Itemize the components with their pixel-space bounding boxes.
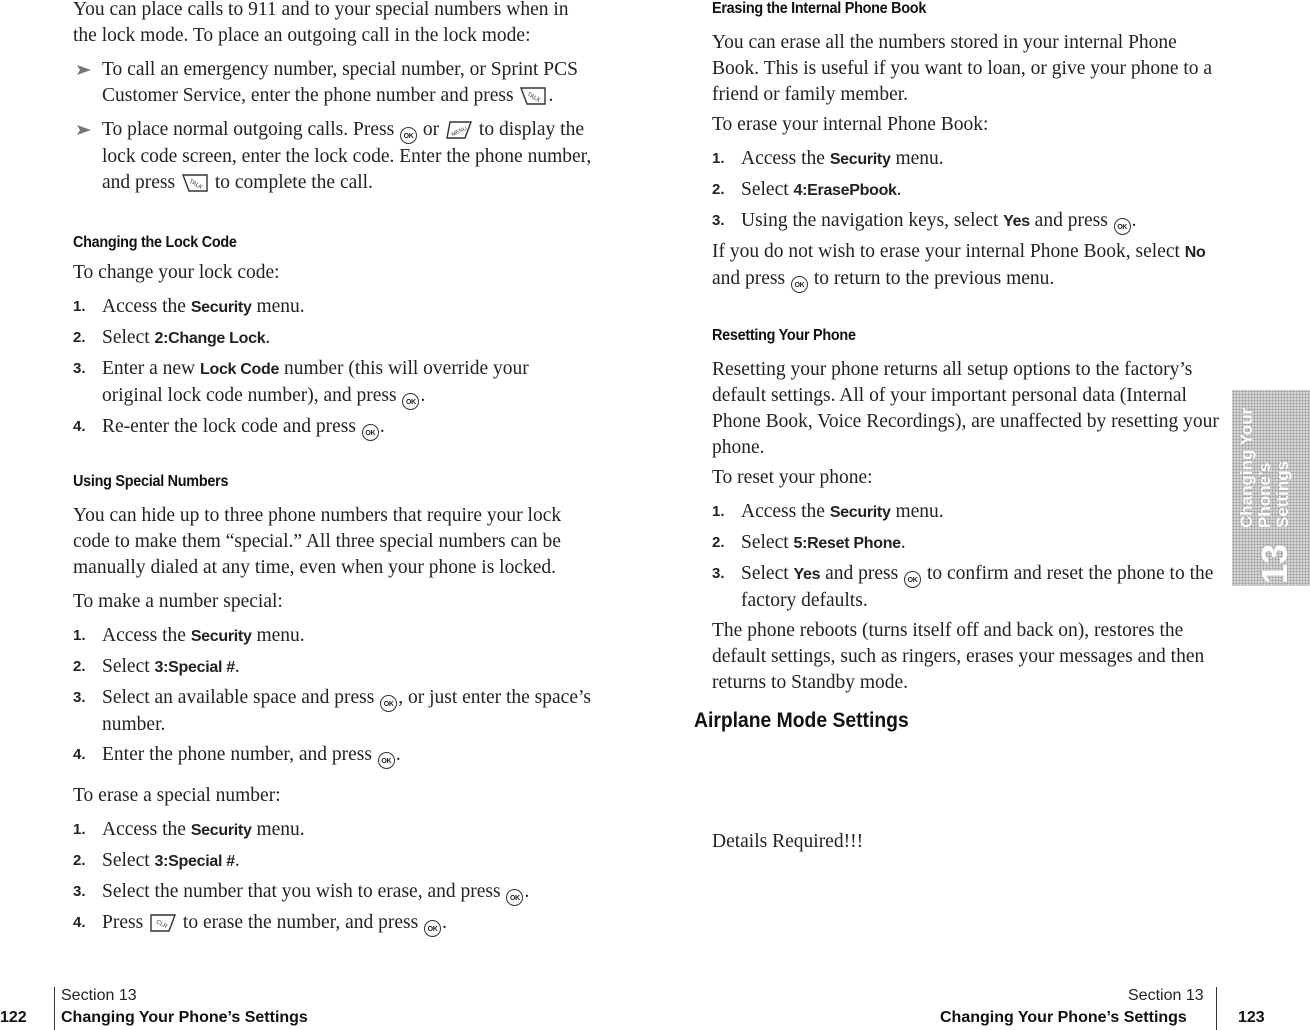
- talk-key-icon: [518, 85, 548, 107]
- bullet-emergency: To call an emergency number, special number, or Sprint PCS Customer Service, enter the phone number and press TALK .: [73, 57, 593, 109]
- erase-book-step-2: 2. Select 4:ErasePbook.: [712, 179, 902, 200]
- erase-book-para: You can erase all the numbers stored in your internal Phone Book. This is useful if you want to loan, or give your phone to a friend or family member.: [712, 32, 1213, 105]
- erase-book-note: If you do not wish to erase your internal Phone Book, select No and press OK to return to the previous menu.: [712, 239, 1222, 293]
- ok-key-icon: OK: [362, 424, 379, 441]
- make-special-step-4: 4. Enter the phone number, and press OK .: [73, 742, 593, 769]
- page-number-left: 122: [0, 1009, 27, 1026]
- change-lock-step-4: 4. Re-enter the lock code and press OK .: [73, 414, 593, 441]
- erase-special-step-1: 1. Access the Security menu.: [73, 819, 305, 840]
- svg-text:MENU: MENU: [450, 125, 469, 139]
- bullet-arrow-icon: [77, 65, 91, 75]
- page-number-right: 123: [1238, 1009, 1265, 1026]
- heading-airplane-mode: Airplane Mode Settings: [694, 709, 909, 732]
- footer-divider: [54, 987, 55, 1030]
- airplane-details: Details Required!!!: [712, 831, 864, 852]
- make-special-step-2: 2. Select 3:Special #.: [73, 656, 240, 677]
- heading-resetting-phone: Resetting Your Phone: [712, 327, 856, 344]
- section-tab-number: 13: [1254, 543, 1295, 584]
- reset-intro: To reset your phone:: [712, 467, 873, 488]
- reset-step-1: 1. Access the Security menu.: [712, 501, 944, 522]
- ok-key-icon: OK: [400, 127, 417, 144]
- reset-step-3: 3. Select Yes and press OK to confirm and reset the phone to the factory defaults.: [712, 563, 1214, 611]
- section-tab: [1232, 390, 1310, 586]
- change-lock-step-3: 3. Enter a new Lock Code number (this will override your original lock code number), and press OK .: [73, 356, 593, 410]
- svg-text:TALK: TALK: [526, 91, 542, 105]
- erase-special-step-3: 3. Select the number that you wish to erase, and press OK .: [73, 879, 593, 906]
- reset-para: Resetting your phone returns all setup options to the factory’s default settings. All of your important personal data (Internal Phone Book, Voice Recordings), are unaffected by resetting your phone.: [712, 359, 1219, 458]
- heading-using-special-numbers: Using Special Numbers: [73, 473, 229, 490]
- erase-special-step-2: 2. Select 3:Special #.: [73, 850, 240, 871]
- lock-mode-intro: You can place calls to 911 and to your special numbers when in the lock mode. To place an outgoing call in the lock mode:: [73, 0, 569, 46]
- heading-erasing-phone-book: Erasing the Internal Phone Book: [712, 0, 927, 17]
- svg-text:CLR: CLR: [154, 919, 169, 931]
- footer-divider: [1216, 987, 1217, 1030]
- reset-after: The phone reboots (turns itself off and back on), restores the default settings, such as ringers, erases your messages and then returns to Standby mode.: [712, 620, 1205, 693]
- bullet-arrow-icon: [77, 125, 91, 135]
- erase-special-intro: To erase a special number:: [73, 785, 281, 806]
- ok-key-icon: OK: [791, 276, 808, 293]
- ok-key-icon: OK: [424, 920, 441, 937]
- heading-changing-lock-code: Changing the Lock Code: [73, 234, 237, 251]
- footer-title-left: Changing Your Phone’s Settings: [61, 1009, 308, 1026]
- erase-special-step-4: 4. Press CLR to erase the number, and press OK .: [73, 910, 593, 937]
- make-special-intro: To make a number special:: [73, 591, 283, 612]
- bullet-normal-calls: To place normal outgoing calls. Press OK or MENU to display the lock code screen, enter the lock code. Enter the phone number, and press TALK to complete the call.: [73, 117, 593, 196]
- ok-key-icon: OK: [904, 571, 921, 588]
- make-special-step-3: 3. Select an available space and press OK , or just enter the space’s number.: [73, 687, 591, 735]
- change-lock-step-2: 2. Select 2:Change Lock.: [73, 327, 271, 348]
- footer-title-right: Changing Your Phone’s Settings: [940, 1009, 1187, 1026]
- footer-right: [930, 985, 1290, 1030]
- talk-key-icon: [180, 172, 210, 194]
- svg-text:TALK: TALK: [187, 178, 204, 192]
- special-numbers-para: You can hide up to three phone numbers that require your lock code to make them “special.” All three special numbers can be manually dialed at any time, even when your phone is locked.: [73, 505, 562, 578]
- ok-key-icon: OK: [378, 752, 395, 769]
- ok-key-icon: OK: [402, 393, 419, 410]
- change-lock-step-1: 1. Access the Security menu.: [73, 296, 305, 317]
- ok-key-icon: OK: [380, 695, 397, 712]
- section-tab-title: Changing Your Phone’s Settings: [1237, 407, 1292, 528]
- make-special-step-1: 1. Access the Security menu.: [73, 625, 305, 646]
- ok-key-icon: OK: [1114, 218, 1131, 235]
- ok-key-icon: OK: [506, 889, 523, 906]
- menu-key-icon: [444, 119, 474, 141]
- left-column: [73, 0, 593, 937]
- erase-book-intro: To erase your internal Phone Book:: [712, 114, 989, 135]
- footer-section-left: Section 13: [61, 987, 137, 1004]
- erase-book-step-3: 3. Using the navigation keys, select Yes and press OK .: [712, 208, 1222, 235]
- clr-key-icon: [148, 912, 178, 934]
- reset-step-2: 2. Select 5:Reset Phone.: [712, 532, 906, 553]
- footer-left: [0, 985, 340, 1030]
- erase-book-step-1: 1. Access the Security menu.: [712, 148, 944, 169]
- footer-section-right: Section 13: [1128, 987, 1204, 1004]
- change-lock-intro: To change your lock code:: [73, 262, 280, 283]
